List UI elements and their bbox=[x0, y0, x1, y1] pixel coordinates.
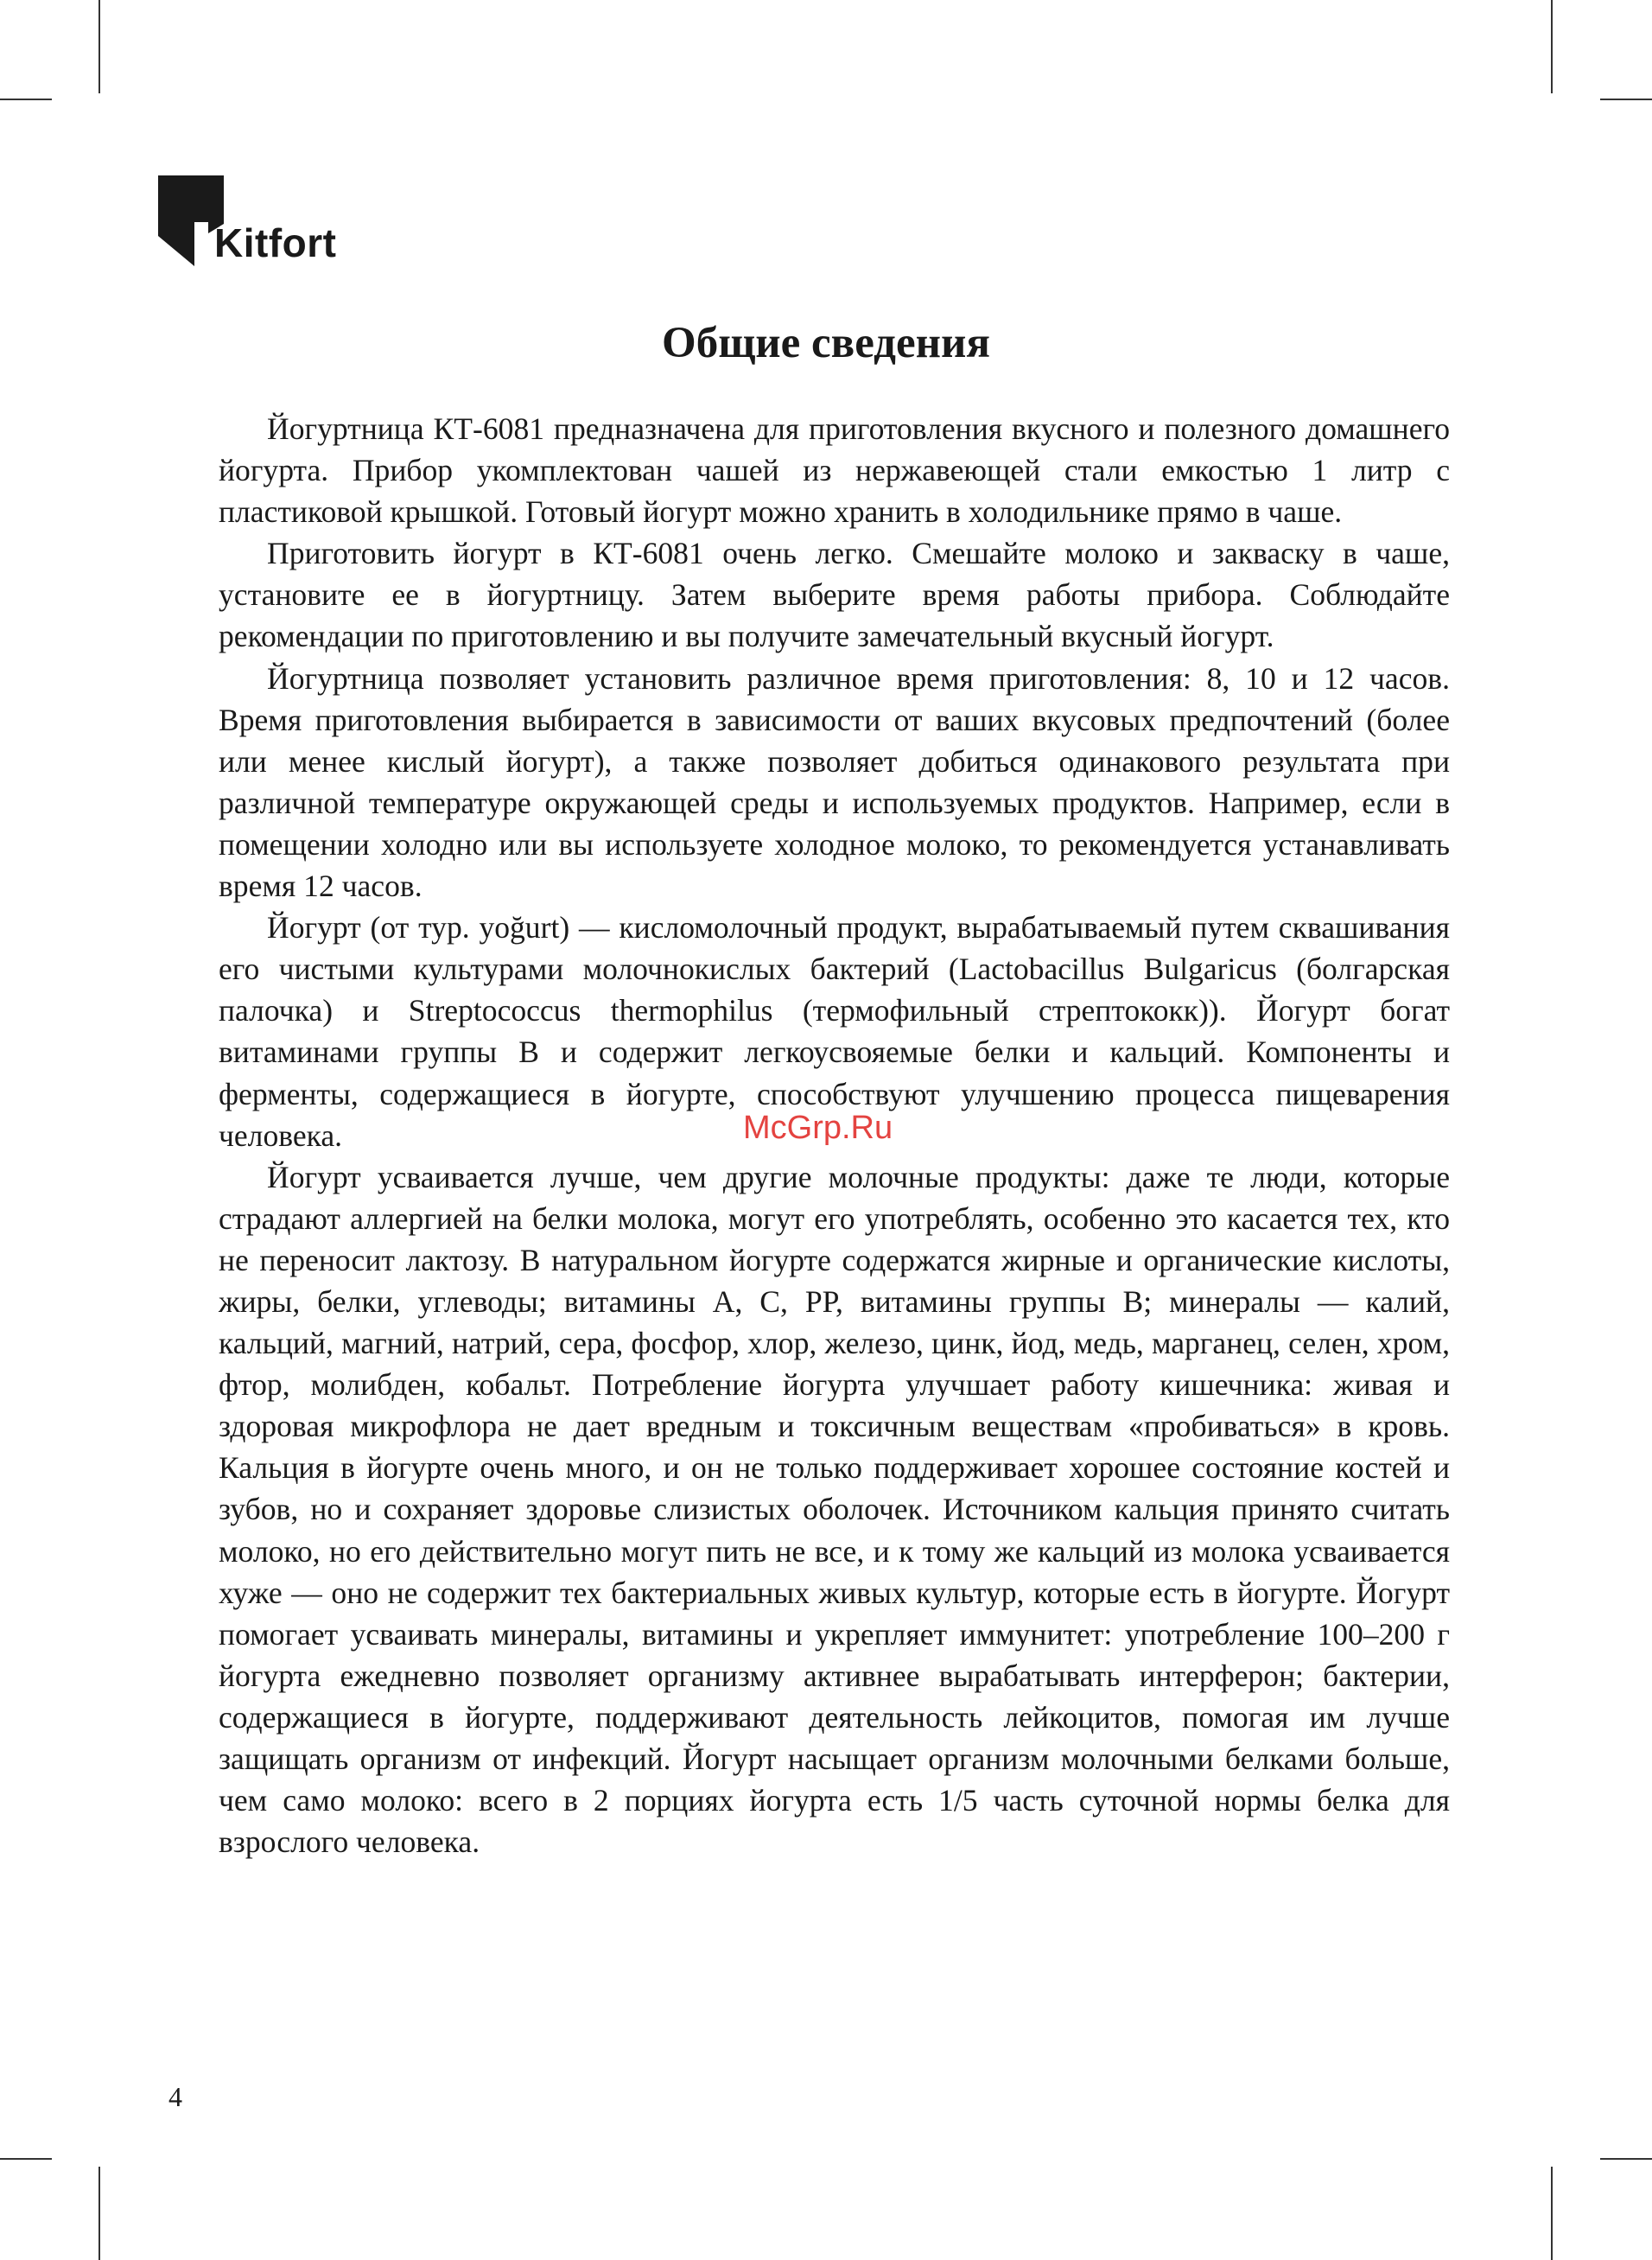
page-number: 4 bbox=[168, 2081, 182, 2112]
crop-mark-icon bbox=[1600, 2158, 1652, 2160]
crop-mark-icon bbox=[0, 99, 52, 100]
crop-mark-icon bbox=[98, 2167, 100, 2260]
brand-name: Kitfort bbox=[214, 220, 337, 265]
watermark: McGrp.Ru bbox=[743, 1110, 893, 1146]
crop-mark-icon bbox=[98, 0, 100, 93]
paragraph: Йогурт усваивается лучше, чем другие молочные продукты: даже те люди, которые страдают аллергией на белки молока, могут его употреблять, особенно это касается тех, кто не переносит лактозу. В натуральном йогурте содержатся жирные и органические кислоты, жиры, белки, углеводы; витамины А, С, РР, витамины группы В; минералы — калий, кальций, магний, натрий, сера, фосфор, хлор, железо, цинк, йод, медь, марганец, селен, хром, фтор, молибден, кобальт. Потребление йогурта улучшает работу кишечника: живая и здоровая микрофлора не дает вредным и токсичным веществам «пробиваться» в кровь. Кальция в йогурте очень много, и он не только поддерживает хорошее состояние костей и зубов, но и сохраняет здоровье слизистых оболочек. Источником кальция принято считать молоко, но его действительно могут пить не все, и к тому же кальций из молока усваивается хуже — оно не содержит тех бактериальных живых культур, которые есть в йогурте. Йогурт помогает усваивать минералы, витамины и укрепляет иммунитет: употребление 100–200 г йогурта ежедневно позволяет организму активнее вырабатывать интерферон; бактерии, содержащиеся в йогурте, поддерживают деятельность лейкоцитов, помогая им лучше защищать организм от инфекций. Йогурт насыщает организм молочными белками больше, чем само молоко: всего в 2 порциях йогурта есть 1/5 часть суточной нормы белка для взрослого человека. bbox=[219, 1159, 1450, 1860]
page-title: Общие сведения bbox=[662, 319, 990, 367]
paragraph: Приготовить йогурт в КТ-6081 очень легко. Смешайте молоко и закваску в чаше, установите ее в йогуртницу. Затем выберите время работы прибора. Соблюдайте рекомендации по приготовлению и вы получите замечательный вкусный йогурт. bbox=[219, 536, 1450, 654]
crop-mark-icon bbox=[1600, 99, 1652, 100]
paragraph: Йогурт (от тур. yoğurt) — кисломолочный продукт, вырабатываемый путем сквашивания его чистыми культурами молочнокислых бактерий (Lactobacillus Bulgaricus (болгарская палочка) и Streptococcus thermophilus (термофильный стрептококк)). Йогурт богат витаминами группы В и содержит легкоусвояемые белки и кальций. Компоненты и ферменты, содержащиеся в йогурте, способствуют улучшению процесса пищеварения человека. bbox=[219, 910, 1450, 1153]
crop-mark-icon bbox=[1551, 0, 1553, 93]
paragraph: Йогуртница КТ-6081 предназначена для приготовления вкусного и полезного домашнего йогурта. Прибор укомплектован чашей из нержавеющей стали емкостью 1 литр с пластиковой крышкой. Готовый йогурт можно хранить в холодильнике прямо в чаше. bbox=[219, 411, 1450, 530]
crop-mark-icon bbox=[0, 2158, 52, 2160]
paragraph: Йогуртница позволяет установить различное время приготовления: 8, 10 и 12 часов. Время приготовления выбирается в зависимости от ваших вкусовых предпочтений (более или менее кислый йогурт), а также позволяет добиться одинакового результата при различной температуре окружающей среды и используемых продуктов. Например, если в помещении холодно или вы используете холодное молоко, то рекомендуется устанавливать время 12 часов. bbox=[219, 660, 1450, 904]
crop-mark-icon bbox=[1551, 2167, 1553, 2260]
